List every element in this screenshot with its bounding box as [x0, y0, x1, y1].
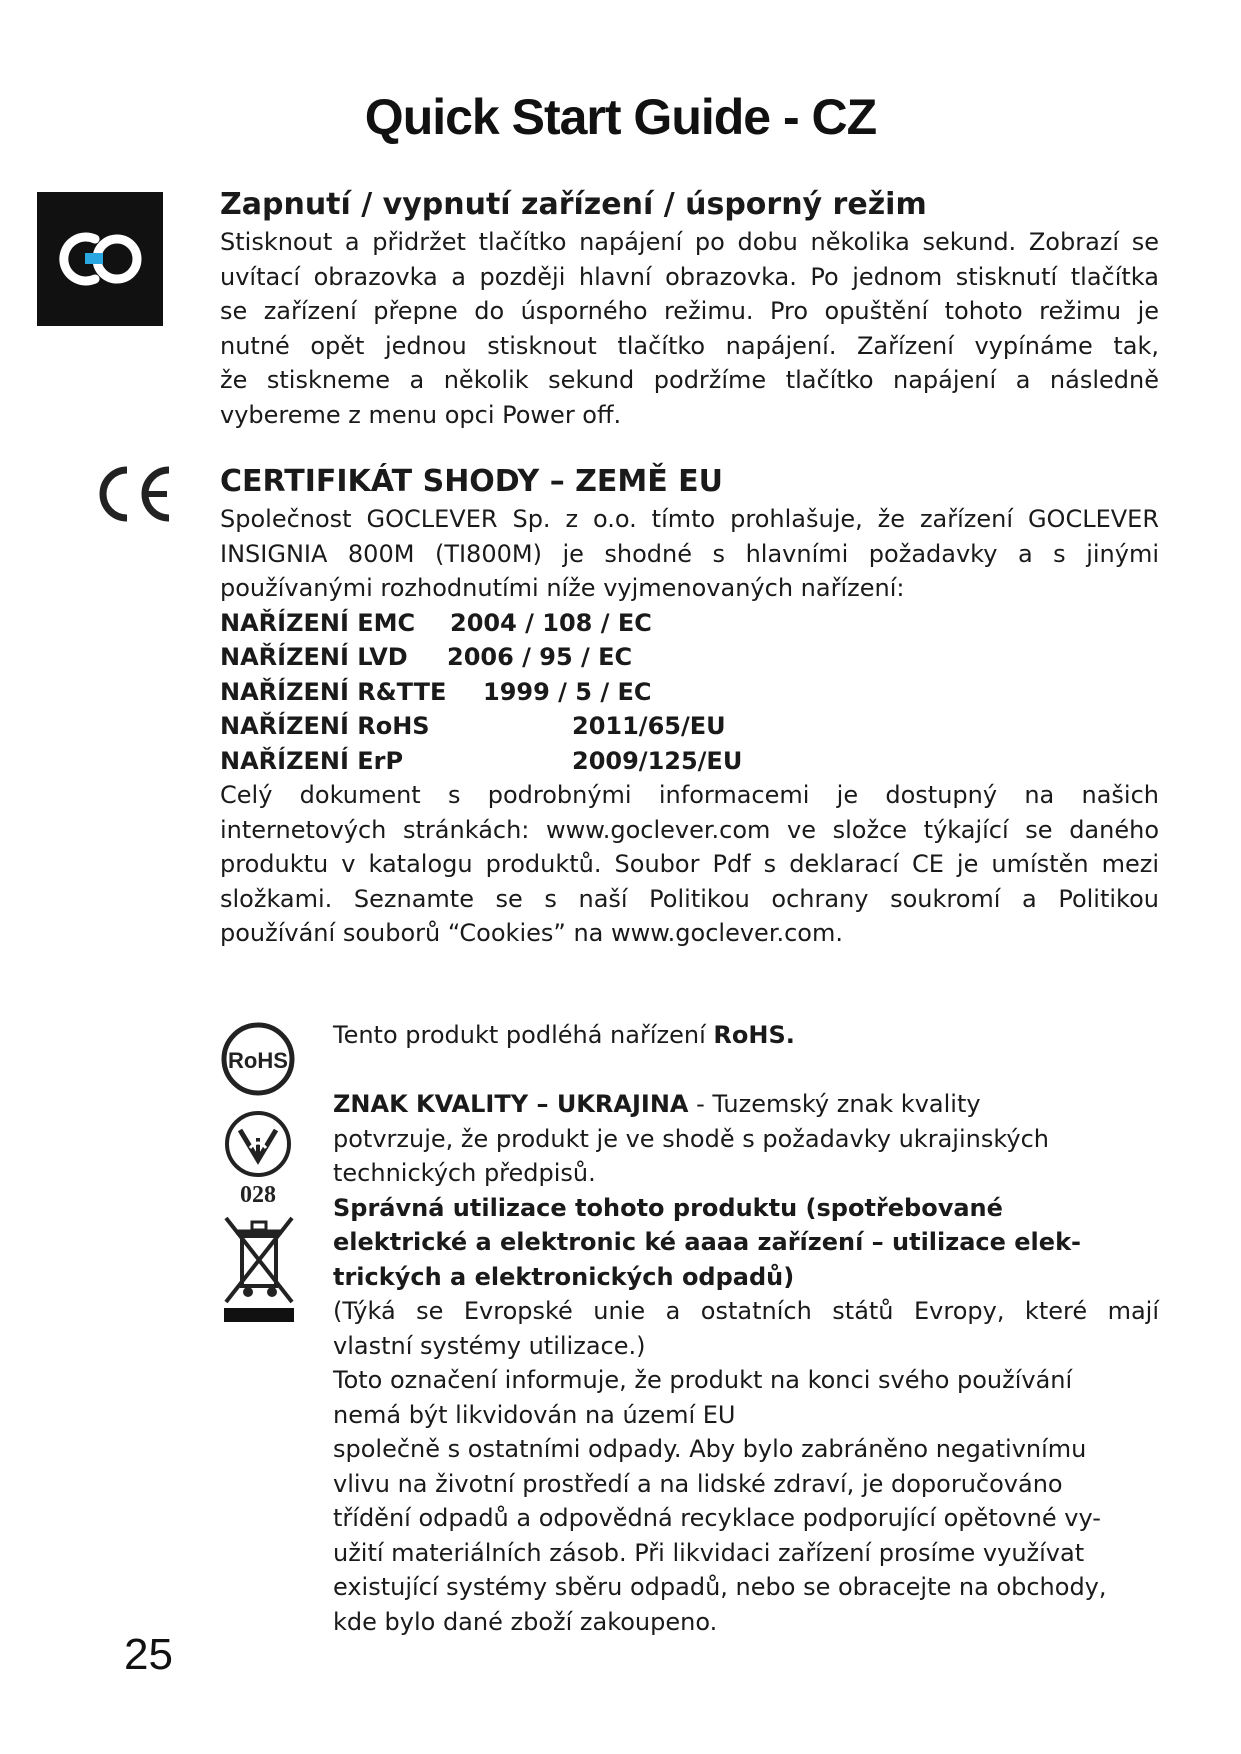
power-section [220, 185, 1159, 432]
ukraine-icon-number: 028 [240, 1182, 276, 1208]
weee-bin-icon [220, 1214, 300, 1324]
ce-outro-line: Celý dokument s podrobnými informacemi je dostupný na našich [220, 781, 1159, 809]
weee-body-line: kde bylo dané zboží zakoupeno. [333, 1607, 718, 1636]
ce-outro-line: produktu v katalogu produktů. Soubor Pdf s deklarací CE je umístěn mezi [220, 850, 1159, 878]
regulation-row [220, 640, 1159, 675]
regulation-name: NAŘÍZENÍ ErP [220, 746, 404, 775]
regulation-value: 2004 / 108 / EC [450, 608, 652, 637]
rohs-icon [220, 1020, 300, 1098]
weee-note-line: vlastní systémy utilizace.) [333, 1331, 646, 1360]
weee-body-line: Toto označení informuje, že produkt na konci svého používání [333, 1366, 1073, 1394]
rohs-statement: Tento produkt podléhá nařízení RoHS. [333, 1021, 795, 1049]
regulation-value: 1999 / 5 / EC [483, 677, 652, 706]
ukraine-line: technických předpisů. [333, 1159, 596, 1187]
power-line: nutné opět jednou stisknout tlačítko napájení. Zařízení vypínáme tak, [220, 331, 1159, 360]
weee-heading-line: trických a elektronických odpadů) [333, 1262, 795, 1291]
ukraine-line: potvrzuje, že produkt je ve shodě s požadavky ukrajinských [333, 1124, 1049, 1153]
regulation-value: 2011/65/EU [572, 712, 726, 740]
regulation-row [220, 744, 1159, 779]
ce-outro-line: internetových stránkách: www.goclever.com ve složce týkající se daného [220, 815, 1159, 844]
ce-intro-line: INSIGNIA 800M (TI800M) je shodné s hlavními požadavky a s jinými [220, 539, 1159, 568]
weee-note-line: (Týká se Evropské unie a ostatních států Evropy, které mají [333, 1297, 1159, 1325]
regulation-name: NAŘÍZENÍ LVD [220, 643, 408, 671]
weee-body-line: užití materiálních zásob. Při likvidaci zařízení prosíme využívat [333, 1538, 1085, 1567]
regulation-row [220, 675, 1159, 710]
power-line: se zařízení přepne do úsporného režimu. Pro opuštění tohoto režimu je [220, 297, 1159, 325]
ce-heading: CERTIFIKÁT SHODY – ZEMĚ EU [220, 464, 724, 499]
goclever-logo [37, 192, 163, 326]
regulation-value: 2006 / 95 / EC [447, 643, 633, 671]
weee-body-line: třídění odpadů a odpovědná recyklace podporující opětovné vy- [333, 1504, 1101, 1532]
ce-section [220, 462, 1159, 951]
weee-heading-line: elektrické a elektronic ké aaaa zařízení – utilizace elek- [333, 1228, 1081, 1256]
weee-body-line: společně s ostatními odpady. Aby bylo zabráněno negativnímu [333, 1435, 1087, 1463]
go-logo-icon [37, 192, 163, 326]
ce-intro-line: Společnost GOCLEVER Sp. z o.o. tímto prohlašuje, že zařízení GOCLEVER [220, 505, 1159, 533]
power-line: Stisknout a přidržet tlačítko napájení po dobu několika sekund. Zobrazí se [220, 228, 1159, 256]
ce-outro-line: používání souborů “Cookies” na www.goclever.com. [220, 919, 843, 947]
power-line: vybereme z menu opci Power off. [220, 400, 622, 429]
power-line: uvítací obrazovka a později hlavní obrazovka. Po jednom stisknutí tlačítka [220, 262, 1159, 291]
weee-body-line: existující systémy sběru odpadů, nebo se obracejte na obchody, [333, 1573, 1107, 1601]
power-line: že stiskneme a několik sekund podržíme tlačítko napájení a následně [220, 366, 1159, 394]
ce-outro-line: složkami. Seznamte se s naší Politikou ochrany soukromí a Politikou [220, 884, 1159, 913]
environment-section [333, 1018, 1159, 1639]
regulation-row [220, 606, 1159, 641]
regulation-name: NAŘÍZENÍ EMC [220, 608, 416, 637]
weee-body-line: nemá být likvidován na území EU [333, 1400, 736, 1429]
ce-intro-line: používanými rozhodnutími níže vyjmenovaných nařízení: [220, 574, 905, 602]
regulation-row [220, 709, 1159, 744]
weee-heading-line: Správná utilizace tohoto produktu (spotřebované [333, 1193, 1003, 1222]
regulation-value: 2009/125/EU [572, 746, 743, 775]
ce-mark-icon [95, 460, 175, 528]
power-heading: Zapnutí / vypnutí zařízení / úsporný režim [220, 187, 927, 222]
compliance-icons [220, 1020, 300, 1328]
ukraine-statement: ZNAK KVALITY – UKRAJINA - Tuzemský znak kvality [333, 1090, 981, 1118]
page-title: Quick Start Guide - CZ [364, 89, 877, 145]
ukraine-quality-icon [220, 1108, 300, 1208]
page-number: 25 [124, 1630, 173, 1679]
regulation-name: NAŘÍZENÍ RoHS [220, 712, 430, 740]
rohs-icon-text: RoHS [228, 1048, 288, 1073]
regulation-name: NAŘÍZENÍ R&TTE [220, 677, 447, 706]
weee-body-line: vlivu na životní prostředí a na lidské zdraví, je doporučováno [333, 1469, 1063, 1498]
